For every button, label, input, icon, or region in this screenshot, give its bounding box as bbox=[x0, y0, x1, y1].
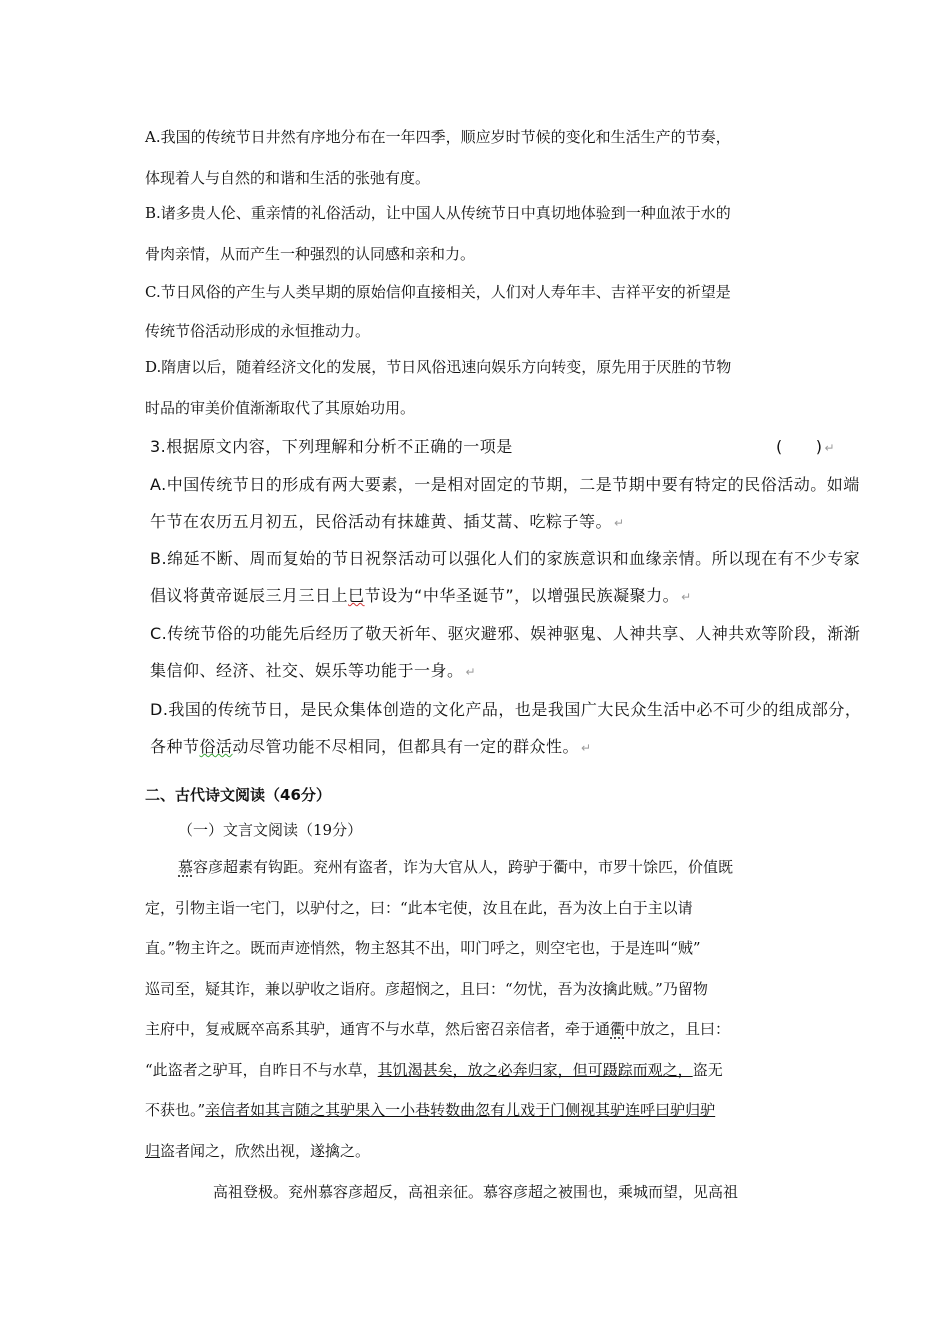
q2-option-c-line1: C.节日风俗的产生与人类早期的原始信仰直接相关，人们对人寿年丰、吉祥平安的祈望是 bbox=[145, 283, 731, 301]
passage-line-6-post: 盗无 bbox=[692, 1061, 723, 1079]
return-mark-icon: ↵ bbox=[614, 516, 625, 530]
q3-option-b-text-pre: 倡议将黄帝诞辰三月三日上 bbox=[150, 586, 349, 605]
return-mark-icon: ↵ bbox=[581, 741, 592, 755]
q3-option-b-line2 bbox=[150, 586, 692, 607]
q2-option-c-line2: 传统节俗活动形成的永恒推动力。 bbox=[145, 322, 371, 340]
answer-paren: ( ) bbox=[776, 437, 823, 456]
return-mark-icon: ↵ bbox=[465, 665, 477, 679]
passage-line-5-post: 中放之，且曰： bbox=[625, 1020, 731, 1038]
q3-option-d-line2 bbox=[150, 737, 592, 758]
passage-line-7-pre: 不获也。” bbox=[145, 1101, 206, 1119]
subsection-heading: （一）文言文阅读（19分） bbox=[178, 821, 363, 839]
underlined-sentence: 归 bbox=[145, 1142, 161, 1160]
q3-option-b-text-post: 节设为“中华圣诞节”，以增强民族凝聚力。 bbox=[364, 586, 680, 605]
q2-option-b-line2: 骨肉亲情，从而产生一种强烈的认同感和亲和力。 bbox=[145, 245, 476, 263]
passage-line-4: 巡司至，疑其诈，兼以驴收之诣府。彦超悯之，且曰：“勿忧，吾为汝擒此贼。”乃留物 bbox=[145, 980, 708, 998]
underlined-sentence: 亲信者如其言随之其驴果入一小巷转数曲忽有儿戏于门侧视其驴连呼曰驴归驴 bbox=[205, 1101, 716, 1119]
passage-para2-line-1: 高祖登极。兖州慕容彦超反，高祖亲征。慕容彦超之被围也，乘城而望，见高祖 bbox=[213, 1183, 739, 1201]
passage-line-6 bbox=[145, 1060, 723, 1080]
passage-line-8 bbox=[145, 1141, 370, 1161]
passage-line-2: 定，引物主诣一宅门，以驴付之，曰：“此本宅使，汝且在此，吾为汝上白于主以请 bbox=[145, 899, 693, 917]
passage-line-6-pre: “此盗者之驴耳，自昨日不与水草， bbox=[145, 1061, 378, 1079]
dotted-char: 慕 bbox=[178, 858, 194, 876]
q3-option-a-line1: A.中国传统节日的形成有两大要素，一是相对固定的节期，二是节期中要有特定的民俗活动。如端 bbox=[150, 475, 860, 494]
passage-line-8-post: 盗者闻之，欣然出视，遂擒之。 bbox=[160, 1142, 371, 1160]
q2-option-d-line2: 时品的审美价值渐渐取代了其原始功用。 bbox=[145, 399, 416, 417]
q3-option-a-line2 bbox=[150, 512, 625, 533]
q3-option-c-line1: C.传统节俗的功能先后经历了敬天祈年、驱灾避邪、娱神驱鬼、人神共享、人神共欢等阶段，渐渐 bbox=[150, 624, 861, 643]
passage-line-5-pre: 主府中，复戒厩卒高系其驴，通宵不与水草，然后密召亲信者，牵于通 bbox=[145, 1020, 611, 1038]
passage-line-7 bbox=[145, 1100, 715, 1120]
q3-answer-paren bbox=[776, 437, 835, 458]
q2-option-b-line1: B.诸多贵人伦、重亲情的礼俗活动，让中国人从传统节日中真切地体验到一种血浓于水的 bbox=[145, 204, 731, 222]
q3-option-a-text: 午节在农历五月初五，民俗活动有抹雄黄、插艾蒿、吃粽子等。 bbox=[150, 512, 613, 531]
passage-line-1 bbox=[178, 857, 733, 877]
passage-line-1-text: 容彦超素有钩距。兖州有盗者，诈为大官从人，跨驴于衢中，市罗十馀匹，价值既 bbox=[193, 858, 734, 876]
q3-option-d-text-post: 动尽管功能不尽相同，但都具有一定的群众性。 bbox=[232, 737, 580, 756]
underlined-sentence: 其饥渴甚矣，放之必奔归家，但可蹑踪而观之， bbox=[377, 1061, 693, 1079]
grammar-underlined-word: 俗活 bbox=[199, 737, 233, 756]
spellcheck-underlined-word: 巳 bbox=[348, 586, 365, 605]
passage-line-5 bbox=[145, 1019, 730, 1039]
passage-line-3: 直。”物主许之。既而声迹悄然，物主怒其不出，叩门呼之，则空宅也，于是连叫“贼” bbox=[145, 939, 701, 957]
q3-option-b-line1: B.绵延不断、周而复始的节日祝祭活动可以强化人们的家族意识和血缘亲情。所以现在有不少专家 bbox=[150, 549, 861, 568]
q3-stem-text: 3.根据原文内容，下列理解和分析不正确的一项是 bbox=[150, 437, 513, 456]
q2-option-a-line2: 体现着人与自然的和谐和生活的张弛有度。 bbox=[145, 169, 431, 187]
q3-option-d-line1: D.我国的传统节日，是民众集体创造的文化产品，也是我国广大民众生活中必不可少的组成部分， bbox=[150, 700, 862, 719]
section-heading: 二、古代诗文阅读（46分） bbox=[145, 786, 331, 804]
q3-option-d-text-pre: 各种节 bbox=[150, 737, 200, 756]
return-mark-icon: ↵ bbox=[824, 441, 836, 455]
q2-option-d-line1: D.隋唐以后，随着经济文化的发展，节日风俗迅速向娱乐方向转变，原先用于厌胜的节物 bbox=[145, 358, 732, 376]
return-mark-icon: ↵ bbox=[681, 590, 692, 604]
q3-option-c-text: 集信仰、经济、社交、娱乐等功能于一身。 bbox=[150, 661, 464, 680]
q2-option-a-line1: A.我国的传统节日井然有序地分布在一年四季，顺应岁时节候的变化和生活生产的节奏， bbox=[145, 128, 731, 146]
dotted-char: 衢 bbox=[610, 1020, 626, 1038]
q3-option-c-line2 bbox=[150, 661, 476, 682]
q3-stem bbox=[150, 437, 513, 457]
